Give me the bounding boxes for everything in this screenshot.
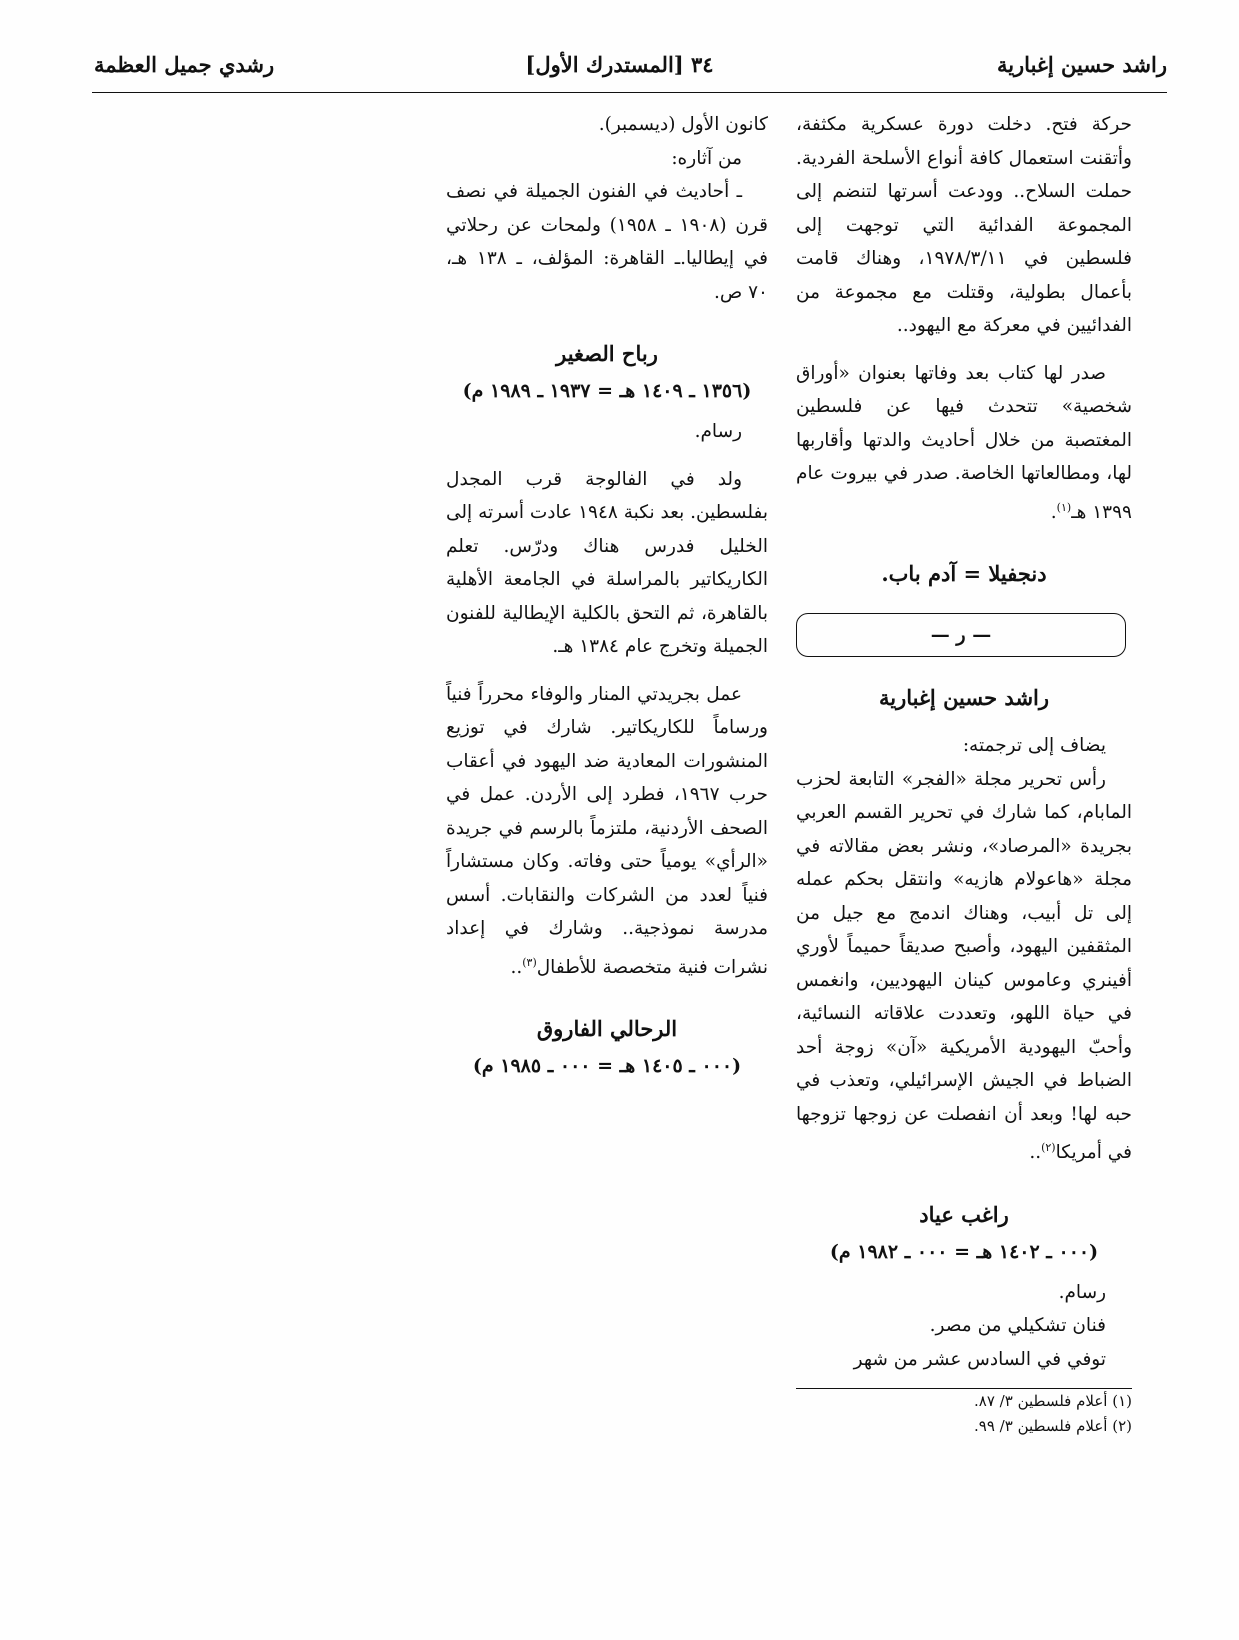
- paragraph: عمل بجريدتي المنار والوفاء محرراً فنياً ورساماً للكاريكاتير. شارك في توزيع المنشورات المعادية ضد اليهود في أعقاب حرب ١٩٦٧، فطرد إلى الأردن. عمل في الصحف الأردنية، ملتزماً بالرسم في جريدة «الرأي» يومياً حتى وفاته. وكان مستشاراً فنياً لعدد من الشركات والنقابات. أسس مدرسة نموذجية.. وشارك في إعداد نشرات فنية متخصصة للأطفال$^{(٣)}$..: [446, 683, 768, 978]
- running-header-center: ٣٤ [المستدرك الأول]: [525, 52, 714, 77]
- column-right: [796, 108, 1132, 1439]
- paragraph: كانون الأول (ديسمبر).: [598, 114, 768, 135]
- paragraph: توفي في السادس عشر من شهر: [853, 1348, 1106, 1370]
- footnote: (٢) أعلام فلسطين ٣/ ٩٩.: [974, 1417, 1132, 1436]
- paragraph: رسام.: [694, 421, 742, 442]
- footnote-ref: (٣): [522, 955, 537, 969]
- entry-title: راشد حسين إغبارية: [878, 685, 1050, 711]
- paragraph: من آثاره:: [671, 147, 742, 169]
- footnote-ref: (٢): [1041, 1141, 1056, 1155]
- paragraph: فنان تشكيلي من مصر.: [929, 1315, 1106, 1337]
- paragraph: يضاف إلى ترجمته:: [962, 735, 1106, 757]
- entry-dates: (١٣٥٦ ـ ١٤٠٩ هـ = ١٩٣٧ ـ ١٩٨٩ م): [462, 380, 752, 402]
- entry-title: راغب عياد: [919, 1201, 1009, 1227]
- footnote-ref: (١): [1056, 500, 1072, 514]
- paragraph: ولد في الفالوجة قرب المجدل بفلسطين. بعد نكبة ١٩٤٨ عادت أسرته إلى الخليل فدرس هناك ودرّس. تعلم الكاريكاتير بالمراسلة في الجامعة الأهلية بالقاهرة، ثم التحق بالكلية الإيطالية للفنون الجميلة وتخرج عام ١٣٨٤ هـ.: [446, 468, 768, 657]
- paragraph: صدر لها كتاب بعد وفاتها بعنوان «أوراق شخصية» تتحدث فيها عن فلسطين المغتصبة من خلال أحاديث والدتها وأقاربها لها، ومطالعاتها الخاصة. صدر في بيروت عام ١٣٩٩ هـ$^{(١)}$.: [796, 362, 1132, 523]
- running-header-left: رشدي جميل العظمة: [94, 52, 275, 77]
- column-middle: [446, 108, 768, 1090]
- paragraph: رأس تحرير مجلة «الفجر» التابعة لحزب المابام، كما شارك في تحرير القسم العربي بجريدة «المرصاد»، ونشر بعض مقالاته في مجلة «هاعولام هازيه» وانتقل بحكم عمله إلى تل أبيب، وهناك اندمج مع جيل من المثقفين اليهود، وأصبح صديقاً حميماً لأوري أفينري وعاموس كينان اليهوديين، وانغمس في حياة اللهو، وتعددت علاقاته النسائية، وأحبّ اليهودية الأمريكية «آن» زوجة أحد الضباط في الجيش الإسرائيلي، وتعذب في حبه لها! وبعد أن انفصلت عن زوجها تزوجها في أمريكا$^{(٢)}$..: [796, 768, 1132, 1164]
- cross-reference: دنجفيلا = آدم باب.: [881, 561, 1047, 587]
- entry-title: الرحالي الفاروق: [536, 1016, 678, 1042]
- paragraph: رسام.: [1058, 1281, 1106, 1303]
- entry-dates: (٠٠٠ ـ ١٤٠٥ هـ = ٠٠٠ ـ ١٩٨٥ م): [472, 1055, 742, 1078]
- header-rule: [92, 92, 1167, 93]
- paragraph: ـ أحاديث في الفنون الجميلة في نصف قرن (١٩٠٨ ـ ١٩٥٨) ولمحات عن رحلاتي في إيطاليا.ـ القاهرة: المؤلف، ـ ١٣٨ هـ، ٧٠ ص.: [446, 181, 768, 303]
- entry-dates: (٠٠٠ ـ ١٤٠٢ هـ = ٠٠٠ ـ ١٩٨٢ م): [829, 1240, 1099, 1263]
- footnote: (١) أعلام فلسطين ٣/ ٨٧.: [974, 1392, 1132, 1411]
- entry-title: رباح الصغير: [556, 341, 658, 366]
- running-header-right: راشد حسين إغبارية: [996, 52, 1167, 77]
- section-letter-box: — ر —: [796, 613, 1126, 657]
- paragraph: حركة فتح. دخلت دورة عسكرية مكثفة، وأتقنت استعمال كافة أنواع الأسلحة الفردية. حملت السلاح.. وودعت أسرتها لتنضم إلى المجموعة الفدائية التي توجهت إلى فلسطين في ١٩٧٨/٣/١١، وهناك قامت بأعمال بطولية، وقتلت مع مجموعة من الفدائيين في معركة مع اليهود..: [796, 114, 1132, 336]
